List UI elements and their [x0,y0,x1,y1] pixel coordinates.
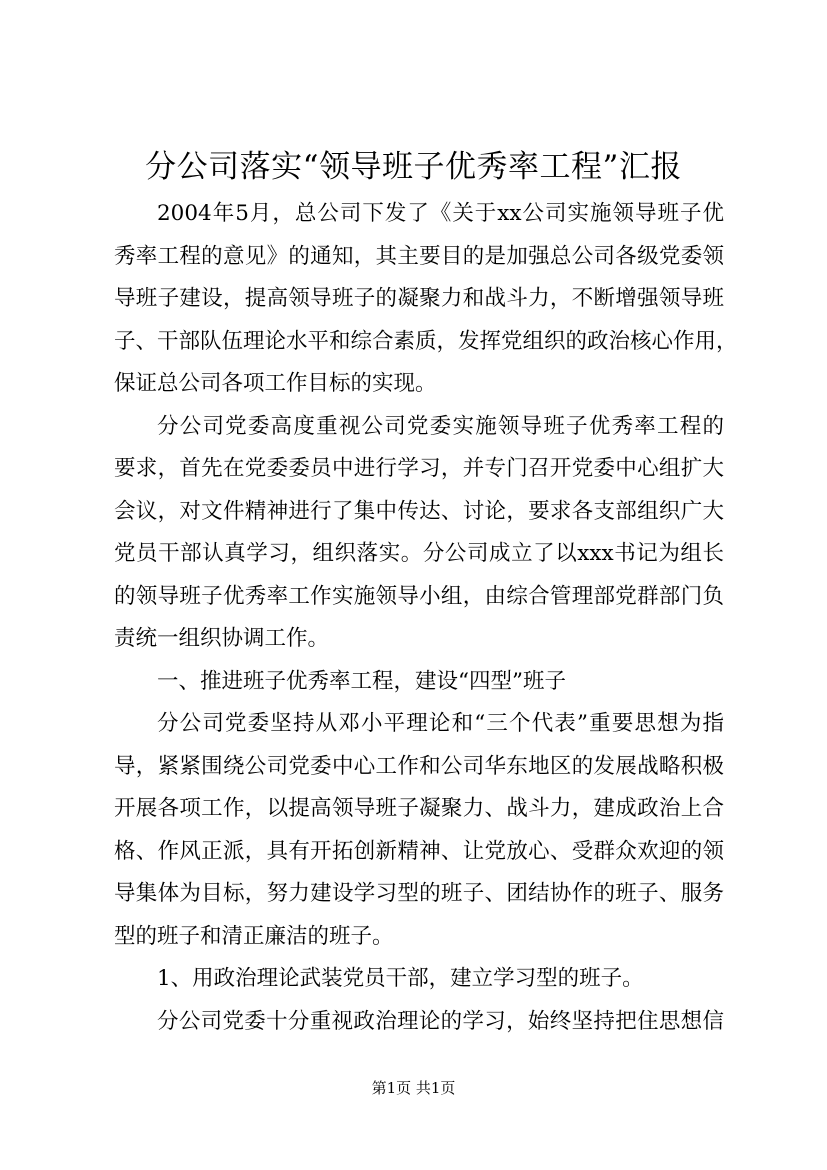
paragraph-line: 分公司党委高度重视公司党委实施领导班子优秀率工程的 [157,413,724,439]
section-heading: 一、推进班子优秀率工程，建设“四型”班子 [157,668,566,694]
paragraph-line: 要求，首先在党委委员中进行学习，并专门召开党委中心组扩大 [114,456,724,481]
paragraph-line: 2004年5月，总公司下发了《关于xx公司实施领导班子优 [157,201,724,226]
paragraph-line: 导集体为目标，努力建设学习型的班子、团结协作的班子、服务 [114,881,724,906]
paragraph-line: 秀率工程的意见》的通知，其主要目的是加强总公司各级党委领 [114,243,724,269]
paragraph-line: 导班子建设，提高领导班子的凝聚力和战斗力，不断增强领导班 [114,286,724,311]
document-title: 分公司落实“领导班子优秀率工程”汇报 [145,149,682,185]
paragraph-line: 开展各项工作，以提高领导班子凝聚力、战斗力，建成政治上合 [114,796,724,821]
paragraph-line: 的领导班子优秀率工作实施领导小组，由综合管理部党群部门负 [114,583,724,609]
paragraph-line: 导，紧紧围绕公司党委中心工作和公司华东地区的发展战略积极 [114,753,724,779]
paragraph-line: 分公司党委坚持从邓小平理论和“三个代表”重要思想为指 [157,711,724,736]
document-body [114,193,738,1043]
subsection-heading: 1、用政治理论武装党员干部，建立学习型的班子。 [157,966,644,991]
paragraph-line: 会议，对文件精神进行了集中传达、讨论，要求各支部组织广大 [114,498,724,524]
paragraph-line: 分公司党委十分重视政治理论的学习，始终坚持把住思想信 [157,1008,724,1034]
paragraph-line: 格、作风正派，具有开拓创新精神、让党放心、受群众欢迎的领 [114,838,724,864]
paragraph-line: 型的班子和清正廉洁的班子。 [114,923,394,949]
paragraph-line: 党员干部认真学习，组织落实。分公司成立了以xxx书记为组长 [114,541,724,566]
paragraph-line: 子、干部队伍理论水平和综合素质，发挥党组织的政治核心作用， [114,328,738,354]
page-footer: 第1页 共1页 [371,1079,456,1097]
paragraph-line: 保证总公司各项工作目标的实现。 [114,371,437,396]
paragraph-line: 责统一组织协调工作。 [114,626,330,651]
